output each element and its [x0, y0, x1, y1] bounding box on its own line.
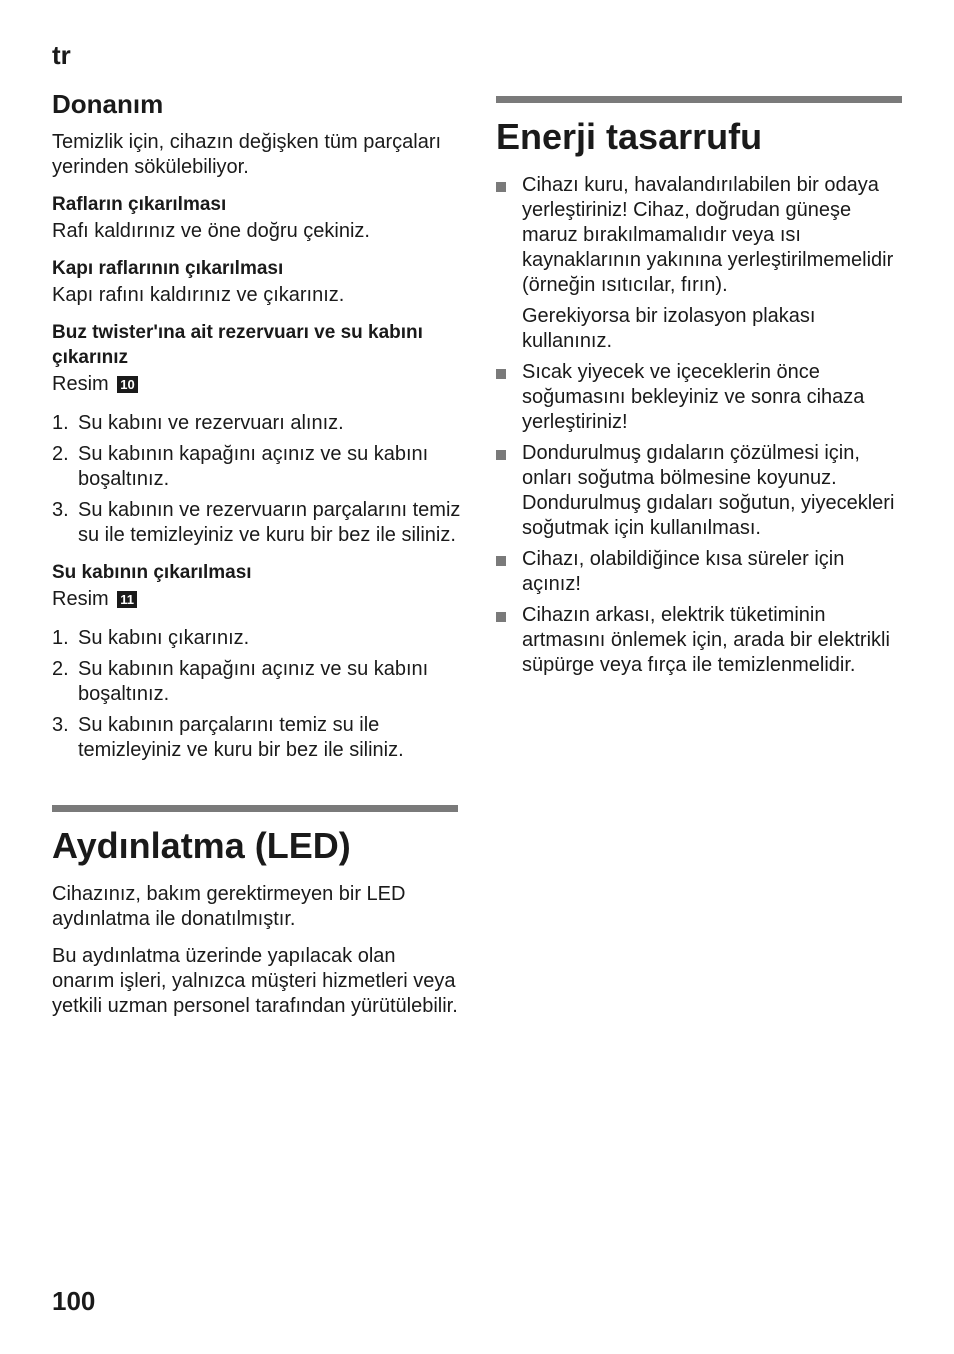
- bullet-square-icon: [496, 441, 522, 541]
- list-item: [496, 603, 906, 678]
- step-number: 3.: [52, 714, 69, 736]
- bullet-square-icon: [496, 173, 522, 298]
- led-paragraph-2: Bu aydınlatma üzerinde yapılacak olan onarım işleri, yalnızca müşteri hizmetleri veya yetkili uzman personel tarafından yürütülebilir.: [52, 945, 458, 1017]
- subheading-kapi-raflari: Kapı raflarının çıkarılması: [52, 258, 284, 279]
- kapi-raflari-text: Kapı rafını kaldırınız ve çıkarınız.: [52, 284, 345, 306]
- list-item: [52, 626, 462, 651]
- step-number: 3.: [52, 499, 69, 521]
- bullet-text: Cihazın arkası, elektrik tüketiminin artmasını önlemek için, arada bir elektrikli süpürge veya fırça ile temizlenmelidir.: [522, 604, 890, 676]
- bullet-square-icon: [496, 603, 522, 678]
- figure-reference: [52, 372, 462, 397]
- page-number: 100: [52, 1286, 96, 1316]
- right-column: [496, 96, 906, 684]
- subheading-raflar: Rafların çıkarılması: [52, 194, 227, 215]
- step-text: Su kabının ve rezervuarın parçalarını temiz su ile temizleyiniz ve kuru bir bez ile siliniz.: [78, 499, 461, 546]
- list-item: [52, 498, 462, 548]
- enerji-bullet-list-continued: [496, 360, 906, 678]
- section-divider: [496, 96, 902, 103]
- bullet-text: Dondurulmuş gıdaların çözülmesi için, onları soğutma bölmesine koyunuz. Dondurulmuş gıdaları soğutun, yiyecekleri soğutmak için kullanılması.: [522, 442, 895, 539]
- bullet-text: Sıcak yiyecek ve içeceklerin önce soğumasını bekleyiniz ve sonra cihaza yerleştiriniz!: [522, 361, 865, 433]
- list-item: [496, 547, 906, 597]
- enerji-bullet-list: [496, 173, 906, 298]
- list-item: [52, 657, 462, 707]
- step-number: 2.: [52, 658, 69, 680]
- section-title-enerji: Enerji tasarrufu: [496, 116, 763, 157]
- su-steps-list: [52, 626, 462, 763]
- list-item: [52, 442, 462, 492]
- step-text: Su kabının kapağını açınız ve su kabını boşaltınız.: [78, 658, 429, 705]
- subheading-buz-twister: Buz twister'ına ait rezervuarı ve su kabını çıkarınız: [52, 322, 423, 368]
- section-divider: [52, 805, 458, 812]
- list-item: [52, 411, 462, 436]
- list-item: [52, 713, 462, 763]
- figure-number-badge: 11: [117, 591, 137, 608]
- left-column: [52, 88, 462, 1031]
- subheading-su-kabi: Su kabının çıkarılması: [52, 562, 252, 583]
- bullet-square-icon: [496, 360, 522, 435]
- step-number: 2.: [52, 443, 69, 465]
- figure-ref-label: Resim: [52, 588, 109, 610]
- step-text: Su kabını ve rezervuarı alınız.: [78, 412, 344, 434]
- section-title-donanim: Donanım: [52, 89, 164, 119]
- bullet-note: Gerekiyorsa bir izolasyon plakası kullanınız.: [522, 305, 816, 352]
- bullet-text: Cihazı, olabildiğince kısa süreler için açınız!: [522, 548, 845, 595]
- figure-reference: [52, 587, 462, 612]
- step-text: Su kabını çıkarınız.: [78, 627, 250, 649]
- step-number: 1.: [52, 412, 69, 434]
- section-title-led: Aydınlatma (LED): [52, 825, 351, 866]
- raflar-text: Rafı kaldırınız ve öne doğru çekiniz.: [52, 220, 370, 242]
- led-paragraph-1: Cihazınız, bakım gerektirmeyen bir LED aydınlatma ile donatılmıştır.: [52, 883, 406, 930]
- language-label: tr: [52, 40, 71, 70]
- figure-ref-label: Resim: [52, 373, 109, 395]
- donanim-intro: Temizlik için, cihazın değişken tüm parçaları yerinden sökülebiliyor.: [52, 131, 442, 178]
- figure-number-badge: 10: [117, 376, 137, 393]
- bullet-text: Cihazı kuru, havalandırılabilen bir odaya yerleştiriniz! Cihaz, doğrudan güneşe maruz bırakılmamalıdır veya ısı kaynaklarının yakınına yerleştirilmemelidir (örneğin ısıtıcılar, fırın).: [522, 174, 894, 296]
- step-text: Su kabının parçalarını temiz su ile temizleyiniz ve kuru bir bez ile siliniz.: [78, 714, 404, 761]
- list-item: [496, 173, 906, 298]
- list-item: [496, 441, 906, 541]
- bullet-square-icon: [496, 547, 522, 597]
- list-item: [496, 360, 906, 435]
- buz-steps-list: [52, 411, 462, 548]
- step-text: Su kabının kapağını açınız ve su kabını boşaltınız.: [78, 443, 429, 490]
- step-number: 1.: [52, 627, 69, 649]
